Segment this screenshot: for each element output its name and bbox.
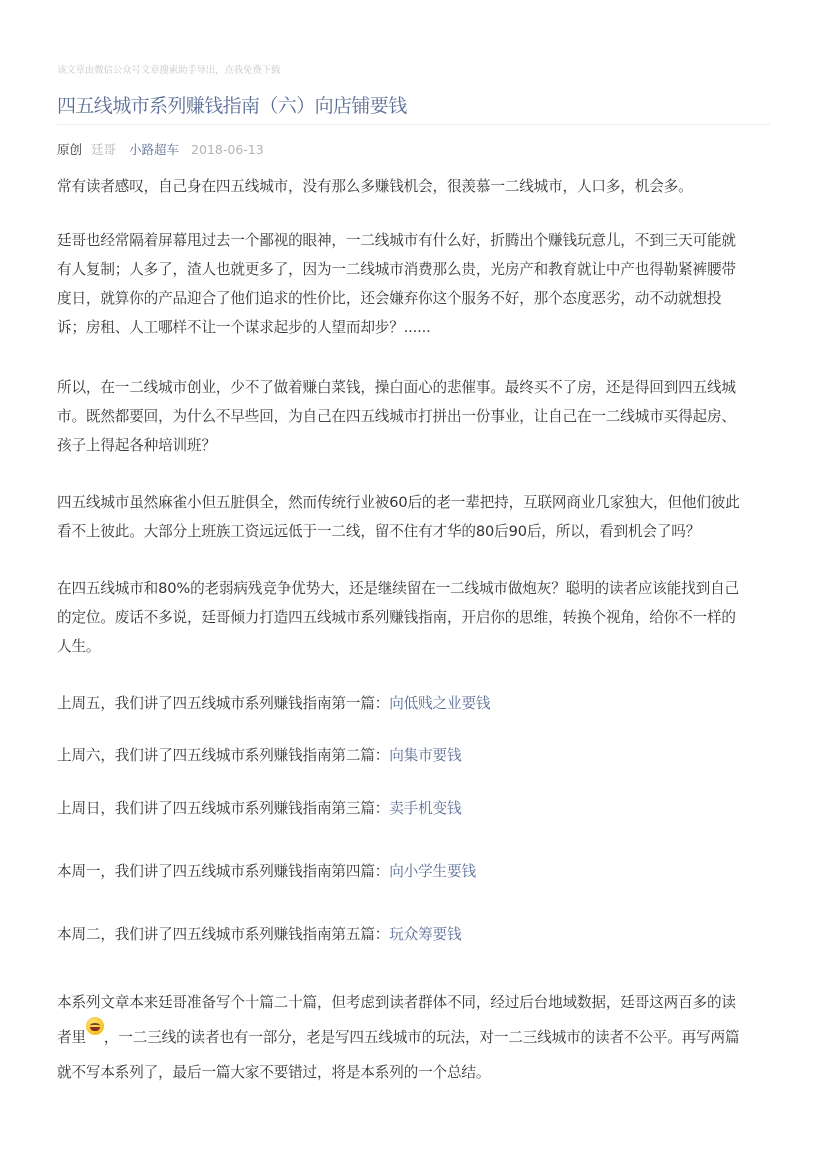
series-item-4-text: 本周一，我们讲了四五线城市系列赚钱指南第四篇： [57, 863, 390, 880]
series-link-2[interactable]: 向集市要钱 [389, 747, 462, 764]
closing-paragraph [57, 985, 770, 1090]
series-item-5-text: 本周二，我们讲了四五线城市系列赚钱指南第五篇： [57, 926, 390, 943]
series-item-2-text: 上周六，我们讲了四五线城市系列赚钱指南第二篇： [57, 747, 390, 764]
closing-line-1: 本系列文章本来廷哥准备写个十篇二十篇，但考虑到读者群体不同，经过后台地域数据，廷哥这两百多的读 [57, 994, 736, 1011]
closing-line-2-start: 者里 [57, 1029, 86, 1046]
grinning-tears-emoji-icon [86, 1017, 104, 1035]
article-title: 四五线城市系列赚钱指南（六）向店铺要钱 [57, 95, 407, 117]
closing-line-3: 就不写本系列了，最后一篇大家不要错过，将是本系列的一个总结。 [57, 1064, 491, 1081]
paragraph-3: 所以，在一二线城市创业，少不了做着赚白菜钱，操白面心的悲催事。最终买不了房，还是得回到四五线城 市。既然都要回，为什么不早些回，为自己在四五线城市打拼出一份事业，让自己在一二线城市买得起房、 孩子上得起各种培训班？ [57, 379, 736, 454]
series-item-1-text: 上周五，我们讲了四五线城市系列赚钱指南第一篇： [57, 695, 390, 712]
export-download-link[interactable]: 该文章由微信公众号文章搜索助手导出，点我免费下载 [57, 65, 281, 76]
original-badge: 原创 [57, 142, 83, 157]
paragraph-4: 四五线城市虽然麻雀小但五脏俱全，然而传统行业被60后的老一辈把持，互联网商业几家独大，但他们彼此 看不上彼此。大部分上班族工资远远低于一二线，留不住有才华的80后90后，所以，看到机会了吗？ [57, 494, 740, 540]
series-item-5 [57, 920, 770, 949]
paragraph-1: 常有读者感叹，自己身在四五线城市，没有那么多赚钱机会，很羡慕一二线城市，人口多，机会多。 [57, 178, 693, 195]
series-item-2 [57, 741, 770, 770]
series-item-4 [57, 857, 770, 886]
account-name-link[interactable]: 小路超车 [129, 142, 180, 157]
series-link-4[interactable]: 向小学生要钱 [389, 863, 476, 880]
title-divider [57, 124, 770, 125]
series-link-5[interactable]: 玩众筹要钱 [389, 926, 462, 943]
series-item-1 [57, 689, 770, 718]
series-item-3 [57, 794, 770, 823]
series-link-1[interactable]: 向低贱之业要钱 [389, 695, 491, 712]
closing-line-2-rest: ，一二三线的读者也有一部分，老是写四五线城市的玩法，对一二三线城市的读者不公平。再写两篇 [103, 1029, 740, 1046]
article-meta [57, 140, 264, 158]
series-item-3-text: 上周日，我们讲了四五线城市系列赚钱指南第三篇： [57, 800, 390, 817]
author-name: 廷哥 [91, 142, 117, 157]
paragraph-2: 廷哥也经常隔着屏幕甩过去一个鄙视的眼神，一二线城市有什么好，折腾出个赚钱玩意儿，不到三天可能就 有人复制；人多了，渣人也就更多了，因为一二线城市消费那么贵，光房产和教育就让中产也得勒紧裤腰带 度日，就算你的产品迎合了他们追求的性价比，还会嫌弃你这个服务不好，那个态度恶劣，动不动就想投 诉；房租、人工哪样不让一个谋求起步的人望而却步？...... [57, 232, 736, 336]
series-link-3[interactable]: 卖手机变钱 [389, 800, 462, 817]
publish-date: 2018-06-13 [191, 142, 264, 157]
paragraph-5: 在四五线城市和80%的老弱病残竞争优势大，还是继续留在一二线城市做炮灰？聪明的读者应该能找到自己 的定位。废话不多说，廷哥倾力打造四五线城市系列赚钱指南，开启你的思维，转换个视角，给你不一样的 人生。 [57, 580, 739, 655]
